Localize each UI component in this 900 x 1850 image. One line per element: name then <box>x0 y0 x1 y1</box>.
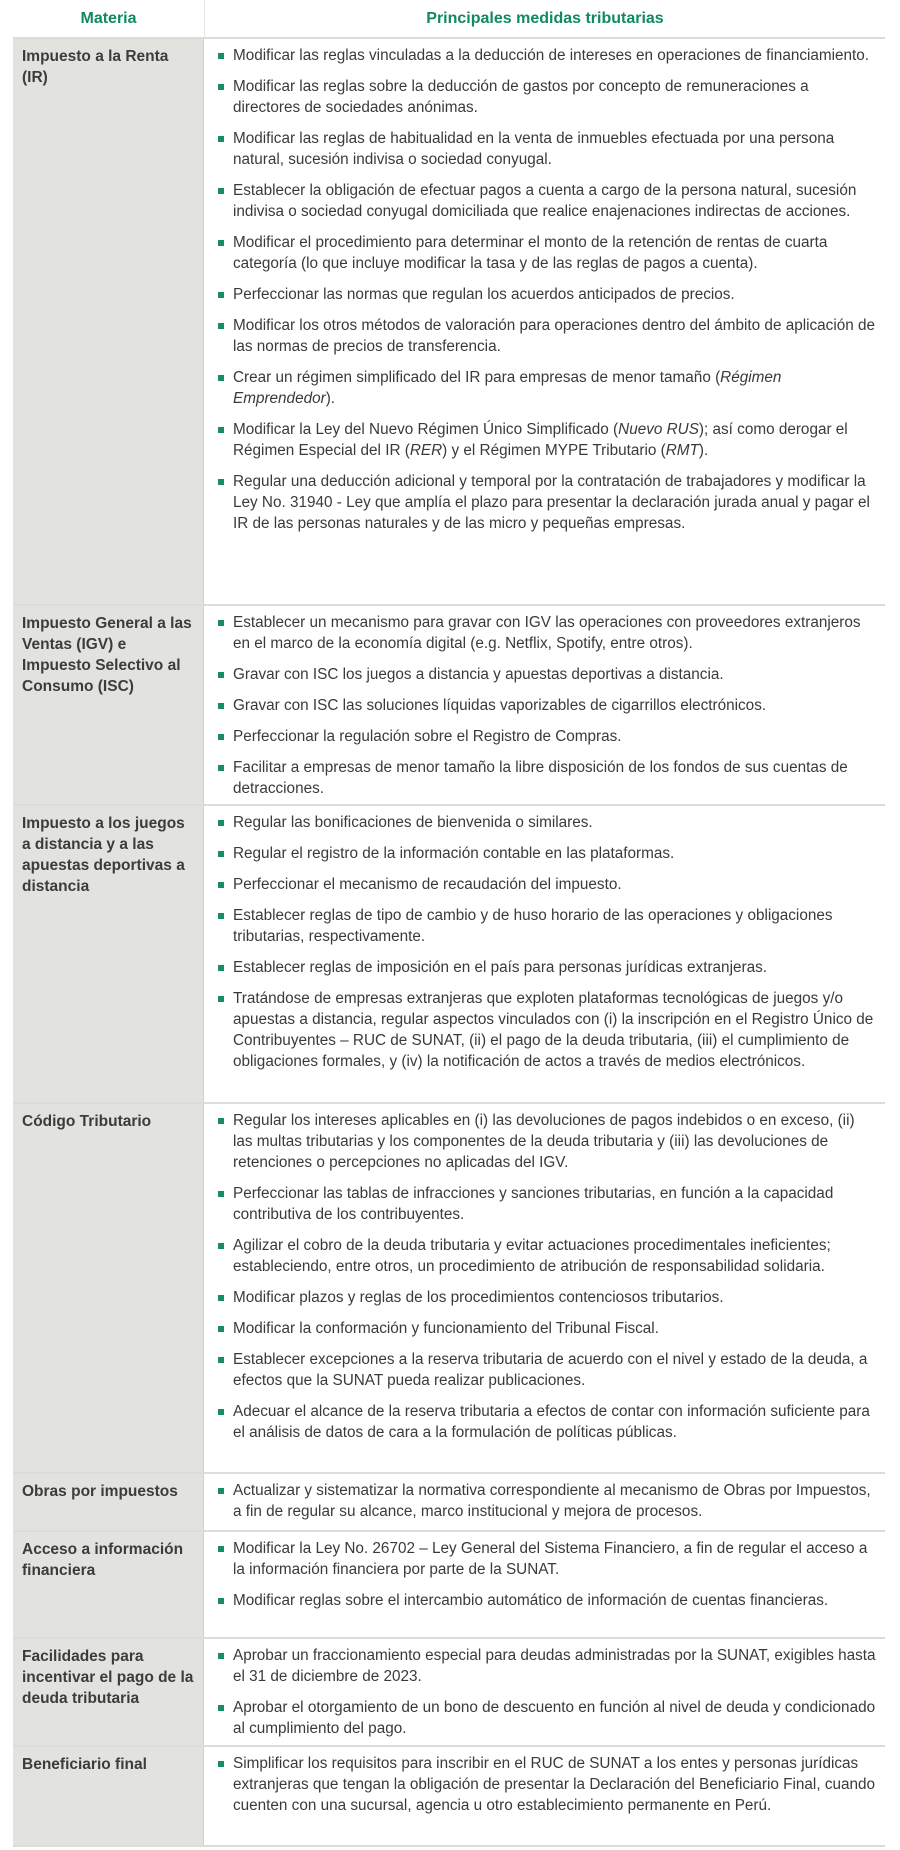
item-text: Establecer un mecanismo para gravar con IGV las operaciones con proveedores extranjeros en el marco de la economía digital (e.g. Netflix, Spotify, entre otros). <box>233 614 861 652</box>
medidas-cell <box>204 806 885 1102</box>
list-item <box>217 874 877 895</box>
square-bullet-icon <box>218 734 224 740</box>
header-materia: Materia <box>13 0 205 37</box>
square-bullet-icon <box>218 1546 224 1552</box>
table-row <box>13 1104 885 1474</box>
square-bullet-icon <box>218 84 224 90</box>
item-text: ). <box>698 442 709 459</box>
italic-term: RER <box>409 442 443 459</box>
square-bullet-icon <box>218 996 224 1002</box>
list-item <box>217 1287 877 1308</box>
item-text: Modificar reglas sobre el intercambio automático de información de cuentas financieras. <box>233 1592 829 1609</box>
list-item <box>217 812 877 833</box>
list-item <box>217 367 877 409</box>
item-text: Modificar la Ley del Nuevo Régimen Único Simplificado ( <box>233 421 619 438</box>
materia-cell: Obras por impuestos <box>13 1474 204 1530</box>
item-text: Agilizar el cobro de la deuda tributaria y evitar actuaciones procedimentales ineficientes; estableciendo, entre otros, un procedimiento de atribución de responsabilidad solidaria. <box>233 1237 831 1275</box>
item-text: Modificar la Ley No. 26702 – Ley General del Sistema Financiero, a fin de regular el acceso a la información financiera por parte de la SUNAT. <box>233 1540 868 1578</box>
item-text: Actualizar y sistematizar la normativa correspondiente al mecanismo de Obras por Impuestos, a fin de regular su alcance, marco institucional y mejora de procesos. <box>233 1482 871 1520</box>
list-item <box>217 695 877 716</box>
square-bullet-icon <box>218 1653 224 1659</box>
item-text: Modificar las reglas sobre la deducción de gastos por concepto de remuneraciones a directores de sociedades anónimas. <box>233 78 809 116</box>
square-bullet-icon <box>218 1326 224 1332</box>
item-text: Gravar con ISC los juegos a distancia y apuestas deportivas a distancia. <box>233 666 724 683</box>
square-bullet-icon <box>218 323 224 329</box>
materia-cell: Impuesto a los juegos a distancia y a las apuestas deportivas a distancia <box>13 806 204 1102</box>
list-item <box>217 315 877 357</box>
item-text: Modificar plazos y reglas de los procedimientos contenciosos tributarios. <box>233 1289 724 1306</box>
square-bullet-icon <box>218 479 224 485</box>
item-text: Gravar con ISC las soluciones líquidas vaporizables de cigarrillos electrónicos. <box>233 697 767 714</box>
list-item <box>217 726 877 747</box>
table-row <box>13 606 885 806</box>
square-bullet-icon <box>218 427 224 433</box>
table-header <box>13 0 885 39</box>
materia-cell: Acceso a información financiera <box>13 1532 204 1637</box>
item-text: Modificar la conformación y funcionamiento del Tribunal Fiscal. <box>233 1320 659 1337</box>
item-text: Regular los intereses aplicables en (i) las devoluciones de pagos indebidos o en exceso, (ii) las multas tributarias y los componentes de la deuda tributaria y (iii) las devoluciones de retenciones o percepciones no aplicadas del IGV. <box>233 1112 855 1171</box>
item-text: Crear un régimen simplificado del IR para empresas de menor tamaño ( <box>233 369 721 386</box>
item-text: Perfeccionar la regulación sobre el Registro de Compras. <box>233 728 622 745</box>
list-item <box>217 471 877 534</box>
item-text: Modificar el procedimiento para determinar el monto de la retención de rentas de cuarta categoría (lo que incluye modificar la tasa y de las reglas de pagos a cuenta). <box>233 234 828 272</box>
materia-cell: Impuesto General a las Ventas (IGV) e Impuesto Selectivo al Consumo (ISC) <box>13 606 204 804</box>
square-bullet-icon <box>218 1409 224 1415</box>
square-bullet-icon <box>218 136 224 142</box>
square-bullet-icon <box>218 1705 224 1711</box>
item-text: ); así como derogar el Régimen Especial del IR ( <box>233 421 848 459</box>
medidas-cell <box>204 1532 885 1637</box>
item-text: Simplificar los requisitos para inscribir en el RUC de SUNAT a los entes y personas jurídicas extranjeras que tengan la obligación de presentar la Declaración del Beneficiario Final, cuando cuenten con una sucursal, agencia u otro establecimiento permanente en Perú. <box>233 1755 876 1814</box>
square-bullet-icon <box>218 913 224 919</box>
list-item <box>217 128 877 170</box>
square-bullet-icon <box>218 1598 224 1604</box>
list-item <box>217 1349 877 1391</box>
square-bullet-icon <box>218 1295 224 1301</box>
list-item <box>217 45 877 66</box>
list-item <box>217 1183 877 1225</box>
square-bullet-icon <box>218 1191 224 1197</box>
square-bullet-icon <box>218 292 224 298</box>
square-bullet-icon <box>218 375 224 381</box>
item-text: Perfeccionar las tablas de infracciones y sanciones tributarias, en función a la capacidad contributiva de los contribuyentes. <box>233 1185 834 1223</box>
square-bullet-icon <box>218 1118 224 1124</box>
square-bullet-icon <box>218 703 224 709</box>
medidas-cell <box>204 1474 885 1530</box>
list-item <box>217 843 877 864</box>
item-text: Establecer reglas de tipo de cambio y de huso horario de las operaciones y obligaciones tributarias, respectivamente. <box>233 907 833 945</box>
medidas-cell <box>204 1747 885 1845</box>
list-item <box>217 1590 877 1611</box>
item-text: Perfeccionar el mecanismo de recaudación del impuesto. <box>233 876 622 893</box>
list-item <box>217 1235 877 1277</box>
square-bullet-icon <box>218 965 224 971</box>
square-bullet-icon <box>218 1243 224 1249</box>
medidas-cell <box>204 1104 885 1472</box>
list-item <box>217 1538 877 1580</box>
square-bullet-icon <box>218 765 224 771</box>
materia-cell: Beneficiario final <box>13 1747 204 1845</box>
list-item <box>217 1645 877 1687</box>
item-text: Establecer excepciones a la reserva tributaria de acuerdo con el nivel y estado de la deuda, a efectos que la SUNAT pueda realizar publicaciones. <box>233 1351 868 1389</box>
list-item <box>217 757 877 799</box>
medidas-cell <box>204 1639 885 1745</box>
table-row <box>13 806 885 1104</box>
italic-term: RMT <box>665 442 699 459</box>
square-bullet-icon <box>218 1488 224 1494</box>
square-bullet-icon <box>218 188 224 194</box>
square-bullet-icon <box>218 672 224 678</box>
item-text: Regular las bonificaciones de bienvenida o similares. <box>233 814 593 831</box>
item-text: ) y el Régimen MYPE Tributario ( <box>442 442 666 459</box>
medidas-cell <box>204 39 885 604</box>
square-bullet-icon <box>218 53 224 59</box>
item-text: ). <box>325 390 336 407</box>
item-text: Modificar las reglas de habitualidad en la venta de inmuebles efectuada por una persona natural, sucesión indivisa o sociedad conyugal. <box>233 130 835 168</box>
item-text: Regular el registro de la información contable en las plataformas. <box>233 845 675 862</box>
materia-cell: Código Tributario <box>13 1104 204 1472</box>
square-bullet-icon <box>218 1761 224 1767</box>
list-item <box>217 232 877 274</box>
item-text: Establecer la obligación de efectuar pagos a cuenta a cargo de la persona natural, sucesión indivisa o sociedad conyugal domiciliada que realice enajenaciones indirectas de acciones. <box>233 182 857 220</box>
item-text: Aprobar un fraccionamiento especial para deudas administradas por la SUNAT, exigibles hasta el 31 de diciembre de 2023. <box>233 1647 876 1685</box>
table-row <box>13 1639 885 1747</box>
table-row <box>13 39 885 606</box>
square-bullet-icon <box>218 882 224 888</box>
list-item <box>217 1110 877 1173</box>
square-bullet-icon <box>218 851 224 857</box>
list-item <box>217 664 877 685</box>
square-bullet-icon <box>218 1357 224 1363</box>
item-text: Tratándose de empresas extranjeras que exploten plataformas tecnológicas de juegos y/o apuestas a distancia, regular aspectos vinculados con (i) la inscripción en el Registro Único de Contribuyentes – RUC de SUNAT, (ii) el pago de la deuda tributaria, (iii) el cumplimiento de obligaciones formales, y (iv) la notificación de actos a través de medios electrónicos. <box>233 990 874 1070</box>
table-row <box>13 1747 885 1847</box>
square-bullet-icon <box>218 240 224 246</box>
italic-term: Régimen Emprendedor <box>233 369 782 407</box>
item-text: Regular una deducción adicional y temporal por la contratación de trabajadores y modificar la Ley No. 31940 - Ley que amplía el plazo para presentar la declaración jurada anual y pagar el IR de las personas naturales y de las micro y pequeñas empresas. <box>233 473 870 532</box>
list-item <box>217 1697 877 1739</box>
list-item <box>217 180 877 222</box>
list-item <box>217 419 877 461</box>
list-item <box>217 957 877 978</box>
item-text: Adecuar el alcance de la reserva tributaria a efectos de contar con información suficiente para el análisis de datos de cara a la formulación de políticas públicas. <box>233 1403 870 1441</box>
list-item <box>217 612 877 654</box>
header-medidas: Principales medidas tributarias <box>426 9 664 27</box>
square-bullet-icon <box>218 820 224 826</box>
item-text: Facilitar a empresas de menor tamaño la libre disposición de los fondos de sus cuentas de detracciones. <box>233 759 848 797</box>
item-text: Modificar las reglas vinculadas a la deducción de intereses en operaciones de financiamiento. <box>233 47 870 64</box>
list-item <box>217 1318 877 1339</box>
item-text: Aprobar el otorgamiento de un bono de descuento en función al nivel de deuda y condicionado al cumplimiento del pago. <box>233 1699 876 1737</box>
medidas-cell <box>204 606 885 804</box>
item-text: Establecer reglas de imposición en el país para personas jurídicas extranjeras. <box>233 959 767 976</box>
list-item <box>217 76 877 118</box>
list-item <box>217 905 877 947</box>
table-body <box>13 39 885 1847</box>
list-item <box>217 1753 877 1816</box>
tax-measures-table <box>13 0 885 1847</box>
materia-cell: Facilidades para incentivar el pago de la deuda tributaria <box>13 1639 204 1745</box>
item-text: Modificar los otros métodos de valoración para operaciones dentro del ámbito de aplicación de las normas de precios de transferencia. <box>233 317 875 355</box>
square-bullet-icon <box>218 620 224 626</box>
item-text: Perfeccionar las normas que regulan los acuerdos anticipados de precios. <box>233 286 735 303</box>
table-row <box>13 1532 885 1639</box>
materia-cell: Impuesto a la Renta (IR) <box>13 39 204 604</box>
list-item <box>217 284 877 305</box>
table-row <box>13 1474 885 1532</box>
italic-term: Nuevo RUS <box>618 421 699 438</box>
list-item <box>217 988 877 1072</box>
list-item <box>217 1401 877 1443</box>
list-item <box>217 1480 877 1522</box>
